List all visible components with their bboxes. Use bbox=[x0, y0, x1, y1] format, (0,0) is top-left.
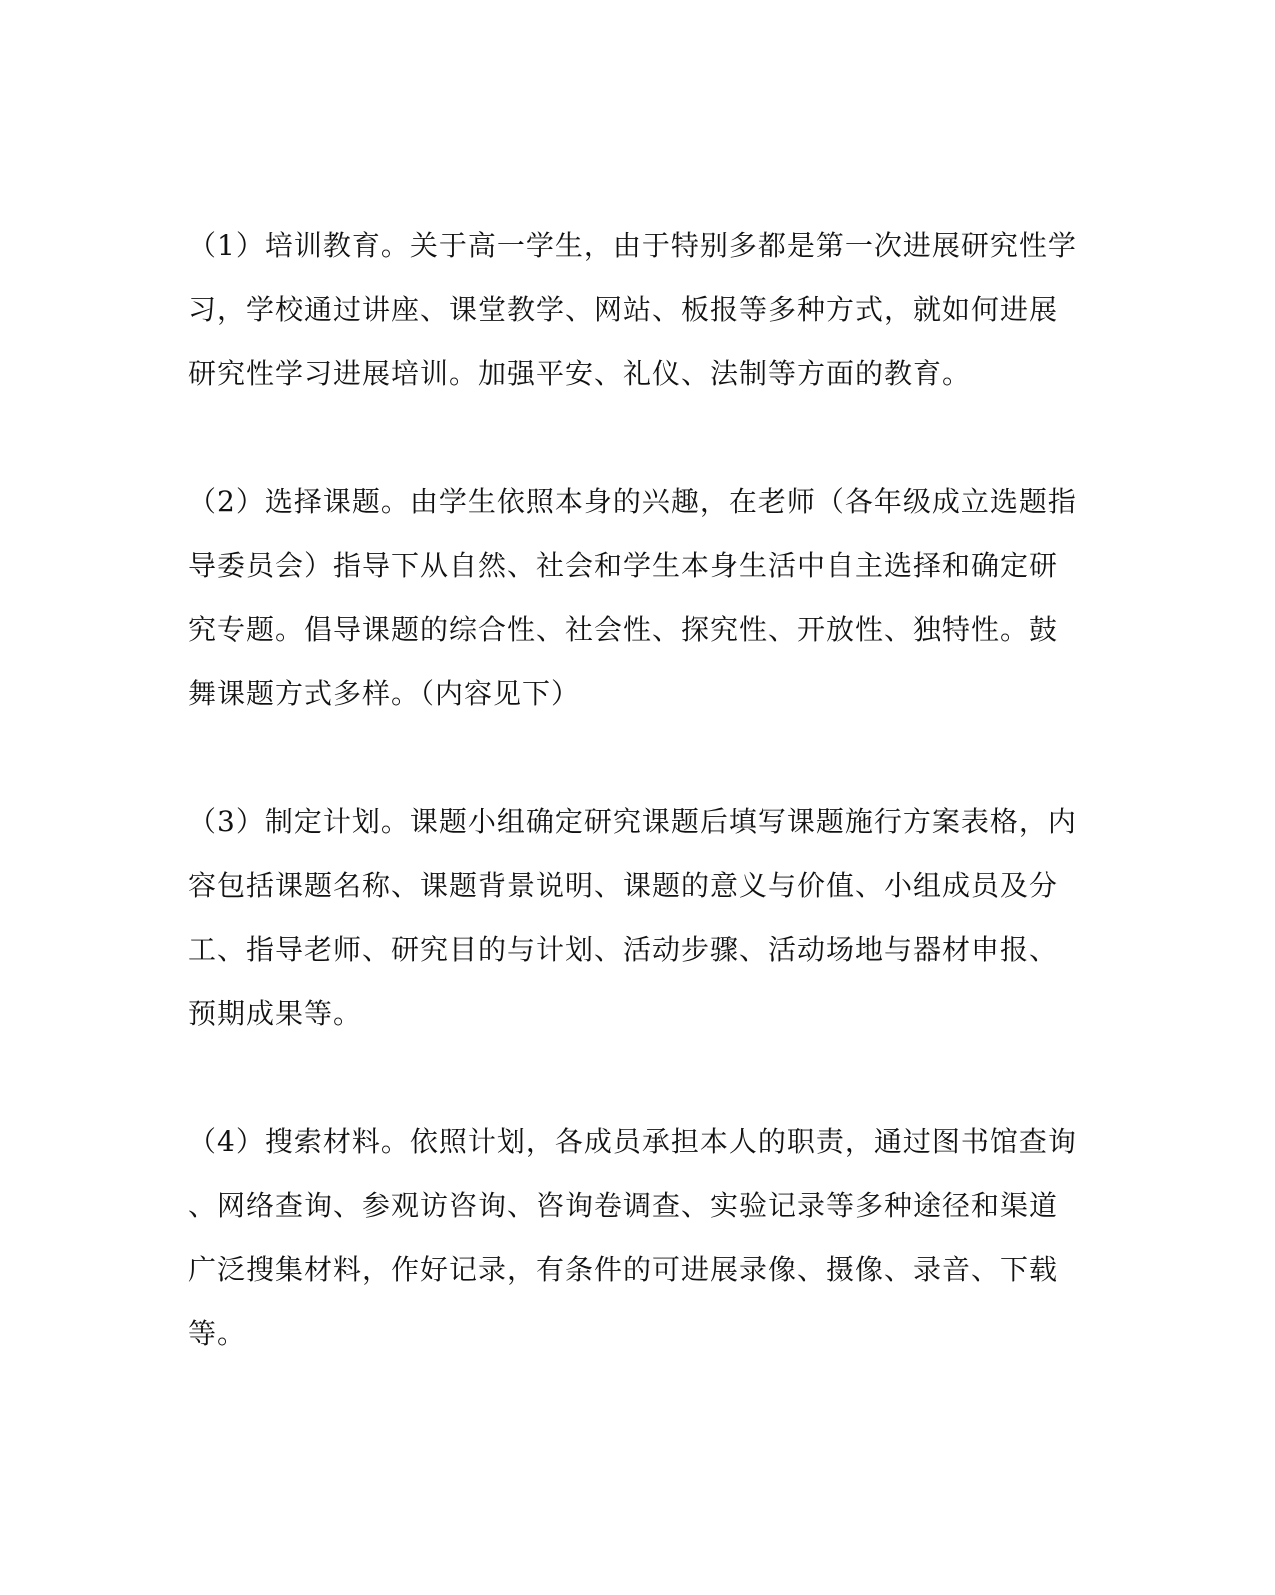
paragraph-line: 习，学校通过讲座、课堂教学、网站、板报等多种方式，就如何进展 bbox=[188, 293, 1059, 326]
paragraph-search-materials bbox=[188, 1110, 1077, 1366]
paragraph-line: （3）制定计划。课题小组确定研究课题后填写课题施行方案表格，内 bbox=[188, 805, 1077, 838]
paragraph-line: 预期成果等。 bbox=[188, 997, 363, 1030]
paragraph-line: 舞课题方式多样。（内容见下） bbox=[188, 677, 581, 710]
paragraph-training-education bbox=[188, 214, 1077, 406]
paragraph-make-plan bbox=[188, 790, 1077, 1046]
paragraph-line: （4）搜索材料。依照计划，各成员承担本人的职责，通过图书馆查询 bbox=[188, 1125, 1077, 1158]
paragraph-line: 广泛搜集材料，作好记录，有条件的可进展录像、摄像、录音、下载 bbox=[188, 1253, 1059, 1286]
paragraph-line: 工、指导老师、研究目的与计划、活动步骤、活动场地与器材申报、 bbox=[188, 933, 1059, 966]
paragraph-choose-topic bbox=[188, 470, 1077, 726]
paragraph-line: 等。 bbox=[188, 1317, 247, 1350]
paragraph-line: 、网络查询、参观访咨询、咨询卷调查、实验记录等多种途径和渠道 bbox=[188, 1189, 1059, 1222]
paragraph-line: 容包括课题名称、课题背景说明、课题的意义与价值、小组成员及分 bbox=[188, 869, 1059, 902]
paragraph-line: 导委员会）指导下从自然、社会和学生本身生活中自主选择和确定研 bbox=[188, 549, 1059, 582]
paragraph-line: （1）培训教育。关于高一学生，由于特别多都是第一次进展研究性学 bbox=[188, 229, 1077, 262]
paragraph-line: 研究性学习进展培训。加强平安、礼仪、法制等方面的教育。 bbox=[188, 357, 972, 390]
paragraph-line: 究专题。倡导课题的综合性、社会性、探究性、开放性、独特性。鼓 bbox=[188, 613, 1059, 646]
paragraph-line: （2）选择课题。由学生依照本身的兴趣，在老师（各年级成立选题指 bbox=[188, 485, 1077, 518]
